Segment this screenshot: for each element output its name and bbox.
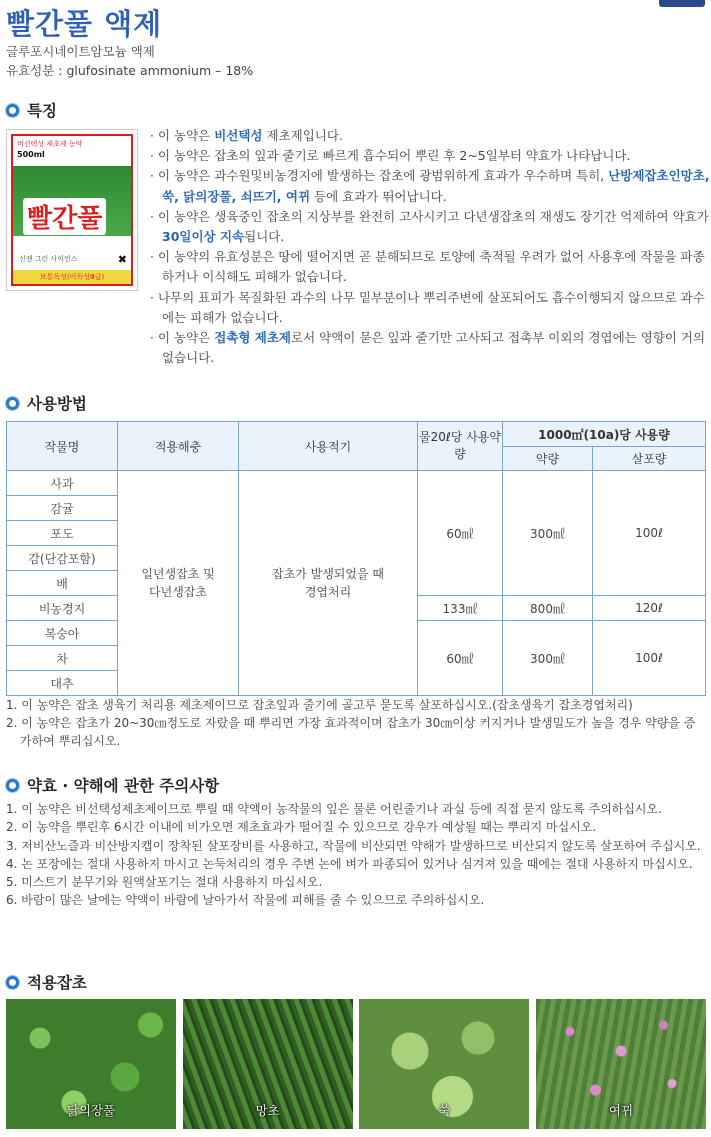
section-title: 사용방법 [27,395,87,413]
weed-caption: 망초 [255,1103,280,1118]
feature-item: · 이 농약의 유효성분은 땅에 떨어지면 곧 분해되므로 토양에 축적될 우려가 없어 사용후에 작물을 파종하거나 이식해도 피해가 없습니다. [150,249,705,285]
section-weeds-heading [6,971,87,993]
product-volume: 500ml [17,150,45,159]
caution-item: 5. 미스트기 분무기와 원액살포기는 절대 사용하지 마십시오. [6,875,323,890]
ring-bullet-icon [6,976,19,989]
active-ingredient: 유효성분 : glufosinate ammonium – 18% [6,63,254,78]
product-top-text: 비선택성 제초제 농약 [17,140,83,148]
product-toxicity-bar: 보통독성(어독성Ⅲ급) [13,270,131,284]
section-features-heading [6,99,57,121]
section-cautions-heading [6,774,219,796]
weed-photo [6,999,176,1129]
cautions-list [6,800,706,910]
usage-notes [6,696,706,750]
note-item: 2. 이 농약은 잡초가 20~30㎝정도로 자랐을 때 뿌리면 가장 효과적이며 잡초가 30㎝이상 커지거나 발생밀도가 높을 경우 약량을 증가하여 뿌리십시오. [6,716,696,748]
spray-cell: 100ℓ [593,621,706,696]
product-subtitle: 글루포시네이트암모늄 액제 [6,44,155,59]
header-per20: 물20ℓ당 사용약량 [418,422,503,471]
drug-cell: 300㎖ [503,621,593,696]
per20-cell: 60㎖ [418,621,503,696]
crop-cell: 포도 [7,521,118,546]
weed-gallery [6,999,706,1129]
section-title: 약효 · 약해에 관한 주의사항 [27,777,220,795]
spray-cell: 120ℓ [593,596,706,621]
header-spray: 살포량 [593,447,706,471]
ring-bullet-icon [6,104,19,117]
caution-item: 3. 저비산노즐과 비산방지캡이 장착된 살포장비를 사용하고, 작물에 비산되면 약해가 발생하므로 비산되지 않도록 살포하여 주십시오. [6,838,701,853]
feature-item: · 이 농약은 과수원및비농경지에 발생하는 잡초에 광범위하게 효과가 우수하며 특히, 난방제잡초인망초, 쑥, 닭의장풀, 쇠뜨기, 여뀌 등에 효과가 뛰어납니다. [150,168,710,204]
drug-cell: 800㎖ [503,596,593,621]
timing-cell: 잡초가 발생되었을 때 경엽처리 [239,471,418,696]
features-list [150,126,710,368]
header-target: 적용해충 [118,422,239,471]
page-title: 빨간풀 액제 [6,7,163,41]
weed-caption: 쑥 [438,1103,451,1118]
header-drug: 약량 [503,447,593,471]
usage-table [6,421,706,696]
drug-cell: 300㎖ [503,471,593,596]
weed-photo [183,999,353,1129]
crop-cell: 사과 [7,471,118,496]
section-usage-heading [6,392,87,414]
product-mark: ✖ [117,253,127,266]
ring-bullet-icon [6,397,19,410]
header-timing: 사용적기 [239,422,418,471]
product-maker: 신젠 그린 사이언스 [19,255,78,263]
feature-item: · 이 농약은 잡초의 잎과 줄기로 빠르게 흡수되어 뿌린 후 2~5일부터 약효가 나타납니다. [150,148,631,164]
crop-cell: 차 [7,646,118,671]
caution-item: 6. 바람이 많은 날에는 약액이 바람에 날아가서 작물에 피해를 줄 수 있으므로 주의하십시오. [6,893,485,908]
ring-bullet-icon [6,779,19,792]
crop-cell: 감귤 [7,496,118,521]
feature-item: · 이 농약은 생육중인 잡초의 지상부를 완전히 고사시키고 다년생잡초의 재생도 장기간 억제하여 약효가 30일이상 지속됩니다. [150,208,709,245]
header-crop: 작물명 [7,422,118,471]
weed-caption: 여뀌 [608,1103,634,1118]
crop-cell: 감(단감포함) [7,546,118,571]
header-per1000: 1000㎡(10a)당 사용량 [503,422,706,447]
weed-caption: 닭의장풀 [66,1103,116,1118]
caution-item: 2. 이 농약을 뿌린후 6시간 이내에 비가오면 제초효과가 떨어질 수 있으므로 강우가 예상될 때는 뿌리지 마십시오. [6,820,597,835]
top-right-button[interactable] [659,0,705,7]
weed-photo [359,999,529,1129]
table-row [7,471,706,496]
feature-item: · 이 농약은 비선택성 제초제입니다. [150,128,343,143]
caution-item: 4. 논 포장에는 절대 사용하지 마시고 논둑처리의 경우 주변 논에 벼가 파종되어 있거나 심겨져 있을 때에는 절대 사용하지 마십시오. [6,856,693,871]
crop-cell: 배 [7,571,118,596]
caution-item: 1. 이 농약은 비선택성제초제이므로 뿌릴 때 약액이 농작물의 잎은 물론 어린줄기나 과실 등에 직접 묻지 않도록 주의하십시오. [6,802,662,816]
product-brand: 빨간풀 [23,198,106,235]
section-title: 적용잡초 [27,974,87,992]
weed-photo [536,999,706,1129]
section-title: 특징 [27,102,57,120]
per20-cell: 133㎖ [418,596,503,621]
target-cell: 일년생잡초 및 다년생잡초 [118,471,239,696]
feature-item: · 이 농약은 접촉형 제초제로서 약액이 묻은 잎과 줄기만 고사되고 접촉부 이외의 경엽에는 영향이 거의 없습니다. [150,330,706,366]
crop-cell: 복숭아 [7,621,118,646]
crop-cell: 비농경지 [7,596,118,621]
product-image [6,129,138,291]
spray-cell: 100ℓ [593,471,706,596]
crop-cell: 대추 [7,671,118,696]
note-item: 1. 이 농약은 잡초 생육기 처리용 제초제이므로 잡초잎과 줄기에 골고루 묻도록 살포하십시오.(잡초생육기 잡초경엽처리) [6,698,633,712]
per20-cell: 60㎖ [418,471,503,596]
feature-item: · 나무의 표피가 목질화된 과수의 나무 밑부분이나 뿌리주변에 살포되어도 흡수이행되지 않으므로 과수에는 피해가 없습니다. [150,289,705,325]
